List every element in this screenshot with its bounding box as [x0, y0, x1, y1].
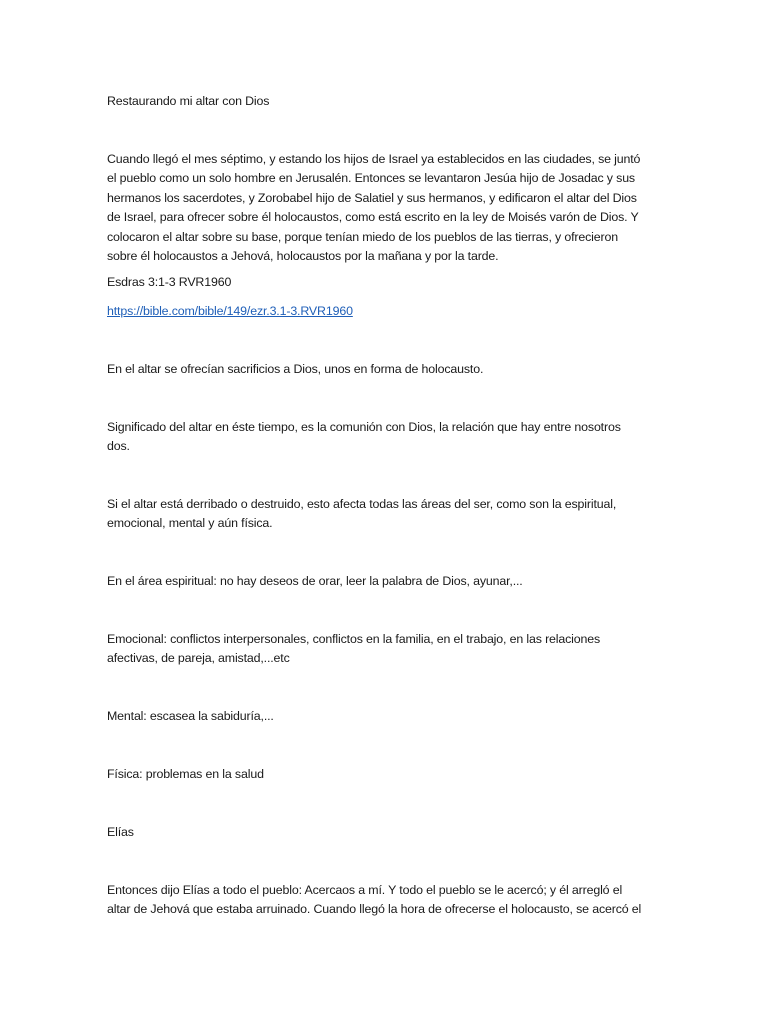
paragraph-line: afectivas, de pareja, amistad,...etc [107, 651, 290, 666]
paragraph-line: Si el altar está derribado o destruido, esto afecta todas las áreas del ser, como son la espiritual, [107, 497, 617, 511]
passage-line: hermanos los sacerdotes, y Zorobabel hijo de Salatiel y sus hermanos, y edificaron el altar del Dios [107, 190, 637, 205]
scripture-reference: Esdras 3:1-3 RVR1960 [107, 275, 232, 289]
paragraph-line: dos. [107, 439, 130, 454]
fisica-paragraph: Física: problemas en la salud [107, 767, 264, 781]
passage-line: el pueblo como un solo hombre en Jerusalén. Entonces se levantaron Jesúa hijo de Josadac y sus [107, 171, 635, 186]
passage-line: sobre él holocaustos a Jehová, holocaustos por la mañana y por la tarde. [107, 249, 499, 264]
paragraph-line: Emocional: conflictos interpersonales, conflictos en la familia, en el trabajo, en las relaciones [107, 632, 601, 646]
espiritual-paragraph: En el área espiritual: no hay deseos de orar, leer la palabra de Dios, ayunar,... [107, 574, 523, 588]
passage-line: Cuando llegó el mes séptimo, y estando los hijos de Israel ya establecidos en las ciudades, se juntó [107, 152, 641, 166]
passage-line: de Israel, para ofrecer sobre él holocaustos, como está escrito en la ley de Moisés varón de Dios. Y [107, 210, 639, 225]
emocional-paragraph [107, 630, 667, 669]
derribado-paragraph [107, 495, 667, 534]
paragraph-line: emocional, mental y aún física. [107, 516, 273, 531]
bible-link[interactable]: https://bible.com/bible/149/ezr.3.1-3.RVR1960 [107, 304, 353, 318]
passage-paragraph [107, 150, 667, 266]
mental-paragraph: Mental: escasea la sabiduría,... [107, 709, 274, 723]
elias-heading: Elías [107, 825, 134, 839]
passage-line: colocaron el altar sobre su base, porque tenían miedo de los pueblos de las tierras, y ofrecieron [107, 229, 618, 244]
bible-link-paragraph [107, 302, 667, 321]
paragraph-line: altar de Jehová que estaba arruinado. Cuando llegó la hora de ofrecerse el holocausto, se acercó el [107, 902, 642, 917]
significado-paragraph [107, 418, 667, 457]
elias-paragraph [107, 881, 667, 920]
paragraph-line: Significado del altar en éste tiempo, es la comunión con Dios, la relación que hay entre nosotros [107, 420, 621, 434]
document-title: Restaurando mi altar con Dios [107, 94, 270, 108]
altar-paragraph: En el altar se ofrecían sacrificios a Dios, unos en forma de holocausto. [107, 362, 484, 376]
paragraph-line: Entonces dijo Elías a todo el pueblo: Acercaos a mí. Y todo el pueblo se le acercó; y él arregló el [107, 883, 623, 897]
